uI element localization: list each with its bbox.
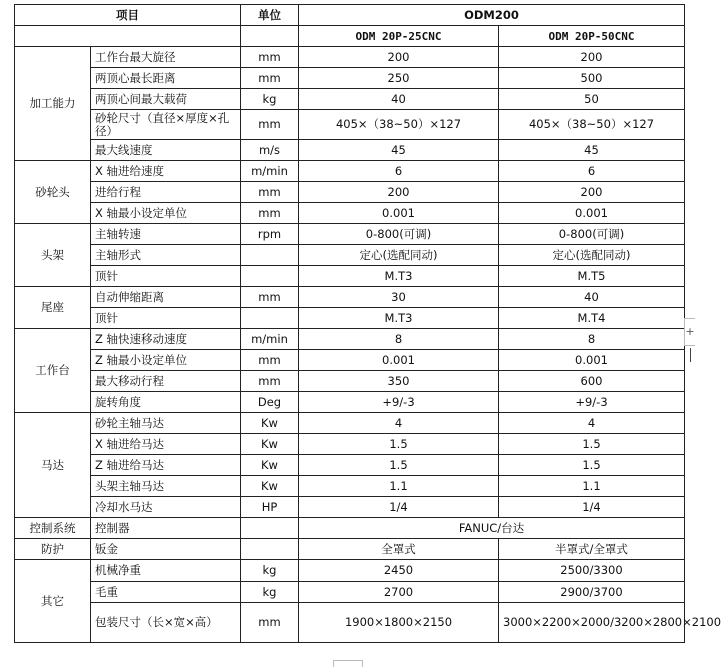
value-model-2: 0.001 [499, 203, 685, 224]
value-model-2: 1/4 [499, 497, 685, 518]
category-cell: 防护 [15, 539, 91, 560]
table-row [15, 350, 685, 371]
header-model-2: ODM 20P-50CNC [499, 26, 685, 47]
table-row [15, 329, 685, 350]
unit-cell: m/min [241, 161, 299, 182]
item-name: Z 轴快速移动速度 [91, 329, 241, 350]
value-model-1: 1/4 [299, 497, 499, 518]
value-model-2: 1.1 [499, 476, 685, 497]
table-row [15, 497, 685, 518]
value-model-1: 2700 [299, 582, 499, 603]
value-model-2: 6 [499, 161, 685, 182]
item-name: 两顶心间最大载荷 [91, 89, 241, 110]
item-name: 砂轮主轴马达 [91, 413, 241, 434]
table-row [15, 603, 685, 643]
item-name: X 轴进给速度 [91, 161, 241, 182]
unit-cell: mm [241, 350, 299, 371]
value-model-1: 1900×1800×2150 [299, 603, 499, 643]
value-model-2: 200 [499, 182, 685, 203]
unit-cell [241, 266, 299, 287]
value-model-2: 50 [499, 89, 685, 110]
value-model-1: 1.5 [299, 455, 499, 476]
value-model-2: 200 [499, 47, 685, 68]
value-merged: FANUC/台达 [299, 518, 685, 539]
item-name: X 轴最小设定单位 [91, 203, 241, 224]
unit-cell [241, 308, 299, 329]
header-row [15, 5, 685, 26]
value-model-1: 250 [299, 68, 499, 89]
unit-cell [241, 539, 299, 560]
item-name: 控制器 [91, 518, 241, 539]
value-model-1: 全罩式 [299, 539, 499, 560]
unit-cell: rpm [241, 224, 299, 245]
item-name: 冷却水马达 [91, 497, 241, 518]
header-model-1: ODM 20P-25CNC [299, 26, 499, 47]
unit-cell: mm [241, 47, 299, 68]
table-row [15, 308, 685, 329]
value-model-2: 2500/3300 [499, 560, 685, 582]
unit-cell: Kw [241, 434, 299, 455]
value-model-1: 200 [299, 182, 499, 203]
category-cell: 工作台 [15, 329, 91, 413]
item-name: 包装尺寸（长×宽×高） [91, 603, 241, 643]
value-model-2: 500 [499, 68, 685, 89]
category-cell: 控制系统 [15, 518, 91, 539]
item-name: 机械净重 [91, 560, 241, 582]
value-model-2: 4 [499, 413, 685, 434]
table-row [15, 434, 685, 455]
unit-cell: Kw [241, 413, 299, 434]
category-cell: 尾座 [15, 287, 91, 329]
value-model-2: 1.5 [499, 455, 685, 476]
unit-cell: mm [241, 110, 299, 140]
header-item: 项目 [15, 5, 241, 26]
category-cell: 头架 [15, 224, 91, 287]
table-row [15, 110, 685, 140]
unit-cell: m/s [241, 140, 299, 161]
category-cell: 砂轮头 [15, 161, 91, 224]
item-name: Z 轴进给马达 [91, 455, 241, 476]
item-name: 旋转角度 [91, 392, 241, 413]
unit-cell: kg [241, 89, 299, 110]
item-name: 毛重 [91, 582, 241, 603]
item-name: 最大移动行程 [91, 371, 241, 392]
value-model-2: 半罩式/全罩式 [499, 539, 685, 560]
value-model-2: M.T4 [499, 308, 685, 329]
item-name: 顶针 [91, 266, 241, 287]
item-name: 头架主轴马达 [91, 476, 241, 497]
value-model-1: 定心(选配同动) [299, 245, 499, 266]
unit-cell: mm [241, 68, 299, 89]
item-name: 两顶心最长距离 [91, 68, 241, 89]
item-name: 砂轮尺寸（直径×厚度×孔径） [91, 110, 241, 140]
value-model-2: 1.5 [499, 434, 685, 455]
value-model-2: 2900/3700 [499, 582, 685, 603]
table-row [15, 371, 685, 392]
value-model-1: 1.1 [299, 476, 499, 497]
header-group: ODM200 [299, 5, 685, 26]
cursor-line [690, 348, 691, 362]
spec-table [14, 4, 721, 643]
table-row [15, 392, 685, 413]
category-cell: 加工能力 [15, 47, 91, 161]
header-blank [15, 26, 241, 47]
value-model-1: 2450 [299, 560, 499, 582]
item-name: 工作台最大旋径 [91, 47, 241, 68]
table-row [15, 287, 685, 308]
unit-cell: kg [241, 582, 299, 603]
category-cell: 马达 [15, 413, 91, 518]
value-model-1: 40 [299, 89, 499, 110]
value-model-1: 45 [299, 140, 499, 161]
value-model-1: 4 [299, 413, 499, 434]
unit-cell: mm [241, 371, 299, 392]
item-name: X 轴进给马达 [91, 434, 241, 455]
item-name: 最大线速度 [91, 140, 241, 161]
value-model-1: 0.001 [299, 350, 499, 371]
value-model-1: 1.5 [299, 434, 499, 455]
header-unit: 单位 [241, 5, 299, 26]
value-model-2: M.T5 [499, 266, 685, 287]
unit-cell: m/min [241, 329, 299, 350]
table-row [15, 455, 685, 476]
table-row [15, 582, 685, 603]
unit-cell: mm [241, 603, 299, 643]
unit-cell: Kw [241, 455, 299, 476]
item-name: Z 轴最小设定单位 [91, 350, 241, 371]
item-name: 钣金 [91, 539, 241, 560]
model-row [15, 26, 685, 47]
value-model-2: 405×（38~50）×127 [499, 110, 685, 140]
item-name: 自动伸缩距离 [91, 287, 241, 308]
value-model-2: +9/-3 [499, 392, 685, 413]
table-row [15, 203, 685, 224]
header-blank-unit [241, 26, 299, 47]
table-row [15, 476, 685, 497]
value-model-1: 405×（38~50）×127 [299, 110, 499, 140]
table-row [15, 518, 685, 539]
unit-cell: kg [241, 560, 299, 582]
value-model-2: 0-800(可调) [499, 224, 685, 245]
value-model-1: 0.001 [299, 203, 499, 224]
value-model-1: M.T3 [299, 266, 499, 287]
value-model-2: 600 [499, 371, 685, 392]
unit-cell [241, 245, 299, 266]
table-row [15, 266, 685, 287]
table-row [15, 245, 685, 266]
unit-cell: mm [241, 182, 299, 203]
table-row [15, 224, 685, 245]
item-name: 进给行程 [91, 182, 241, 203]
item-name: 顶针 [91, 308, 241, 329]
table-row [15, 182, 685, 203]
table-row [15, 89, 685, 110]
value-model-2: 40 [499, 287, 685, 308]
value-model-2: 定心(选配同动) [499, 245, 685, 266]
value-model-1: 0-800(可调) [299, 224, 499, 245]
value-model-1: +9/-3 [299, 392, 499, 413]
unit-cell [241, 518, 299, 539]
unit-cell: Deg [241, 392, 299, 413]
value-model-2: 3000×2200×2000/3200×2800×2100 [499, 603, 685, 643]
unit-cell: mm [241, 287, 299, 308]
value-model-2: 0.001 [499, 350, 685, 371]
value-model-2: 45 [499, 140, 685, 161]
table-row [15, 140, 685, 161]
table-row [15, 47, 685, 68]
unit-cell: Kw [241, 476, 299, 497]
table-row [15, 413, 685, 434]
table-row [15, 539, 685, 560]
unit-cell: HP [241, 497, 299, 518]
table-row [15, 161, 685, 182]
table-row [15, 560, 685, 582]
value-model-1: M.T3 [299, 308, 499, 329]
unit-cell: mm [241, 203, 299, 224]
item-name: 主轴形式 [91, 245, 241, 266]
value-model-1: 30 [299, 287, 499, 308]
value-model-1: 8 [299, 329, 499, 350]
add-column-icon[interactable]: + [684, 318, 695, 346]
value-model-2: 8 [499, 329, 685, 350]
value-model-1: 350 [299, 371, 499, 392]
table-row [15, 68, 685, 89]
item-name: 主轴转速 [91, 224, 241, 245]
category-cell: 其它 [15, 560, 91, 643]
value-model-1: 200 [299, 47, 499, 68]
page-footer-tab [333, 660, 363, 667]
value-model-1: 6 [299, 161, 499, 182]
